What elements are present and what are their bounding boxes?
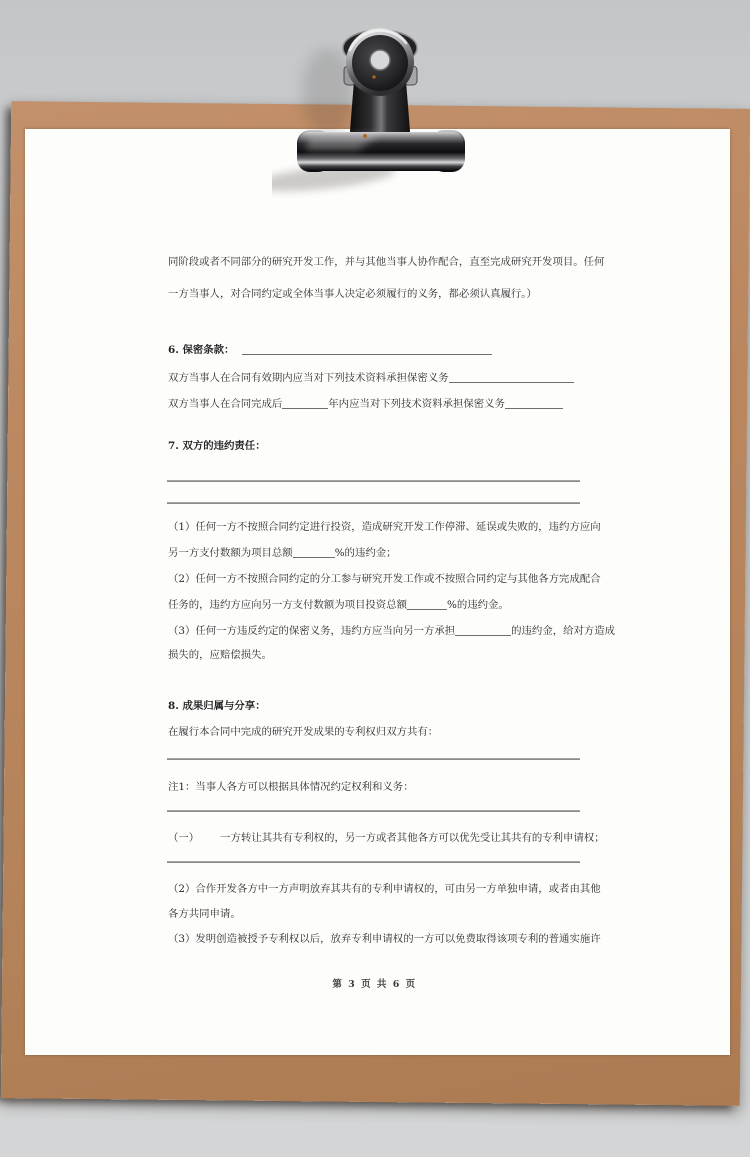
text-segment: 年内应当对下列技术资料承担保密义务	[328, 398, 505, 410]
contract-line	[168, 725, 608, 739]
page-number: 第 3 页 共 6 页	[332, 979, 417, 990]
section-heading	[168, 439, 608, 453]
contract-line	[168, 255, 608, 269]
contract-line	[168, 907, 608, 921]
spacer	[199, 840, 220, 841]
contract-page	[25, 129, 730, 1055]
blank-underline	[293, 545, 335, 558]
contract-line	[168, 370, 608, 385]
fill-in-rule	[167, 810, 580, 812]
text-segment: 注1：当事人各方可以根据具体情况约定权利和义务：	[168, 781, 414, 793]
contract-line	[168, 520, 608, 534]
text-segment: 的违约金，给对方造成	[511, 625, 616, 637]
text-segment: 另一方支付数额为项目总额	[168, 547, 293, 559]
text-segment: 一方转让其共有专利权的，另一方或者其他各方可以优先受让其共有的专利申请权；	[220, 832, 605, 844]
page-content	[25, 129, 730, 1055]
text-segment: （3）任何一方违反约定的保密义务，违约方应当向另一方承担	[168, 625, 456, 637]
text-segment: 7. 双方的违约责任：	[168, 440, 266, 452]
contract-line	[168, 882, 608, 896]
section-heading	[168, 342, 608, 357]
text-segment: （1）任何一方不按照合同约定进行投资，造成研究开发工作停滞、延误或失败的，违约方应向	[168, 521, 601, 533]
text-segment: 在履行本合同中完成的研究开发成果的专利权归双方共有：	[168, 726, 439, 738]
text-segment: 双方当事人在合同完成后	[168, 398, 283, 410]
text-segment: （2）合作开发各方中一方声明放弃其共有的专利申请权的，可由另一方单独申请，或者由其他	[168, 883, 601, 895]
clip-amber-reflection-top	[372, 75, 375, 78]
contract-line	[168, 572, 608, 586]
text-segment: 同阶段或者不同部分的研究开发工作，并与其他当事人协作配合，直至完成研究开发项目。任何	[168, 256, 605, 268]
contract-line	[168, 396, 608, 411]
fill-in-rule	[167, 480, 580, 482]
text-segment: 8. 成果归属与分享：	[168, 700, 266, 712]
blank-underline	[282, 396, 328, 409]
clip-amber-reflection-bottom	[363, 134, 367, 138]
text-segment: （2）任何一方不按照合同约定的分工参与研究开发工作或不按照合同约定与其他各方完成配合	[168, 573, 601, 585]
blank-underline	[407, 597, 447, 610]
clipboard-clip-icon	[272, 10, 492, 200]
blank-underline	[455, 623, 511, 636]
text-segment: （一）	[168, 832, 200, 844]
text-segment: %的违约金。	[446, 599, 509, 611]
contract-line	[168, 597, 608, 612]
blank-underline	[505, 396, 563, 409]
clip-knob-hole	[370, 50, 390, 70]
text-segment: 6. 保密条款：	[168, 344, 235, 356]
contract-line	[168, 545, 608, 560]
fill-in-rule	[167, 758, 580, 760]
fill-in-rule	[167, 502, 580, 504]
text-segment: 一方当事人，对合同约定或全体当事人决定必须履行的义务，都必须认真履行。）	[168, 288, 537, 300]
text-segment: 双方当事人在合同有效期内应当对下列技术资料承担保密义务	[168, 372, 449, 384]
contract-line	[168, 287, 608, 301]
text-segment: %的违约金；	[334, 547, 397, 559]
contract-line	[168, 831, 608, 845]
text-segment: （3）发明创造被授予专利权以后，放弃专利申请权的一方可以免费取得该项专利的普通实施许	[168, 933, 601, 945]
fill-in-rule	[167, 861, 580, 863]
blank-underline	[242, 342, 492, 355]
text-segment: 任务的，违约方应向另一方支付数额为项目投资总额	[168, 599, 407, 611]
text-segment: 各方共同申请。	[168, 908, 241, 920]
contract-line	[168, 623, 616, 638]
spacer	[234, 352, 242, 353]
section-heading	[168, 699, 608, 713]
contract-line	[168, 648, 608, 662]
contract-line	[168, 932, 608, 946]
text-segment: 损失的，应赔偿损失。	[168, 649, 272, 661]
contract-line	[168, 780, 608, 794]
blank-underline	[449, 370, 574, 383]
